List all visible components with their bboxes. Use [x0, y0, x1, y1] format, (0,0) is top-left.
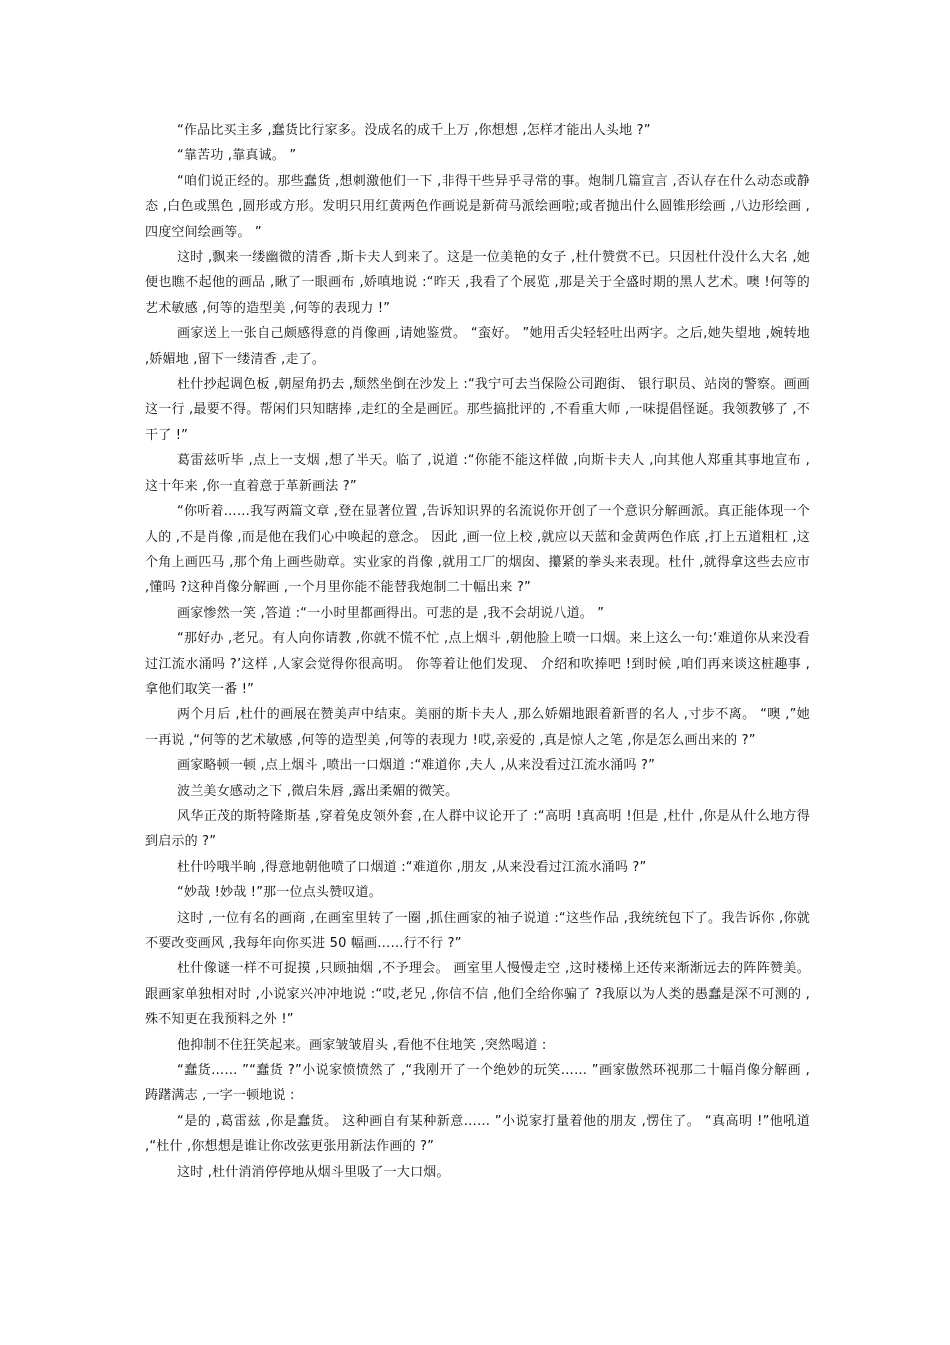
paragraph: “靠苦功 ,靠真诚。 ” — [177, 148, 297, 164]
paragraph: 他抑制不住狂笑起来。画家皱皱眉头 ,看他不住地笑 ,突然喝道 : — [177, 1037, 547, 1053]
paragraph: 画家惨然一笑 ,答道 :“一小时里都画得出。可悲的是 ,我不会胡说八道。 ” — [177, 605, 605, 621]
paragraph: 杜什吟哦半晌 ,得意地朝他喷了口烟道 :“难道你 ,朋友 ,从来没看过江流水涌吗 ?” — [177, 859, 647, 875]
paragraph: 画家略顿一顿 ,点上烟斗 ,喷出一口烟道 :“难道你 ,夫人 ,从来没看过江流水涌吗 ?” — [177, 758, 656, 774]
paragraph: “蠢货…… ”“蠢货 ?”小说家愤愤然了 ,“我刚开了一个绝妙的玩笑…… ”画家傲然环视那二十幅肖像分解画 ,踌躇满志 ,一字一顿地说 : — [145, 1063, 810, 1104]
paragraph: 这时 ,飘来一缕幽微的清香 ,斯卡夫人到来了。这是一位美艳的女子 ,杜什赞赏不已。只因杜什没什么大名 ,她便也瞧不起他的画品 ,瞅了一眼画布 ,娇嗔地说 :“昨天 ,我看了个展览 ,那是关于全盛时期的黑人艺术。噢 !何等的艺术敏感 ,何等的造型美 ,何等的表现力 !” — [145, 250, 810, 316]
paragraph: 这时 ,杜什消消停停地从烟斗里吸了一大口烟。 — [177, 1164, 450, 1180]
paragraph: “你听着……我写两篇文章 ,登在显著位置 ,告诉知识界的名流说你开创了一个意识分解画派。真正能体现一个人的 ,不是肖像 ,而是他在我们心中唤起的意念。 因此 ,画一位上校 ,就应以天蓝和金黄两色作底 ,打上五道粗杠 ,这个角上画匹马 ,那个角上画些勋章。实业家的肖像 ,就用工厂的烟囱、攥紧的拳头来表现。杜什 ,就得拿这些去应市 ,懂吗 ?这种肖像分解画 ,一个月里你能不能替我炮制二十幅出来 ?” — [145, 504, 810, 596]
paragraph: 杜什抄起调色板 ,朝屋角扔去 ,颓然坐倒在沙发上 :“我宁可去当保险公司跑街、 银行职员、站岗的警察。画画这一行 ,最要不得。帮闲们只知瞎捧 ,走红的全是画匠。那些搞批评的 ,不看重大师 ,一味提倡怪诞。我领教够了 ,不干了 !” — [145, 377, 810, 443]
paragraph: “咱们说正经的。那些蠢货 ,想刺激他们一下 ,非得干些异乎寻常的事。炮制几篇宣言 ,否认存在什么动态或静态 ,白色或黑色 ,圆形或方形。发明只用红黄两色作画说是新荷马派绘画啦;或者抛出什么圆锥形绘画 ,八边形绘画 ,四度空间绘画等。 ” — [145, 173, 810, 240]
paragraph: 画家送上一张自己颇感得意的肖像画 ,请她鉴赏。 “蛮好。 ”她用舌尖轻轻吐出两字。之后,她失望地 ,婉转地 ,娇媚地 ,留下一缕清香 ,走了。 — [145, 326, 810, 367]
paragraph: “妙哉 !妙哉 !”那一位点头赞叹道。 — [177, 885, 382, 901]
paragraph: 波兰美女感动之下 ,微启朱唇 ,露出柔媚的微笑。 — [177, 783, 459, 799]
story-text-body — [145, 118, 810, 1185]
paragraph: 风华正茂的斯特隆斯基 ,穿着兔皮领外套 ,在人群中议论开了 :“高明 !真高明 !但是 ,杜什 ,你是从什么地方得到启示的 ?” — [145, 808, 810, 850]
paragraph: “那好办 ,老兄。有人向你请教 ,你就不慌不忙 ,点上烟斗 ,朝他脸上喷一口烟。来上这么一句:‘难道你从来没看过江流水涌吗 ?’这样 ,人家会觉得你很高明。 你等着让他们发现、 介绍和吹捧吧 !到时候 ,咱们再来谈这桩趣事 ,拿他们取笑一番 !” — [145, 631, 810, 697]
paragraph: 杜什像谜一样不可捉摸 ,只顾抽烟 ,不予理会。 画室里人慢慢走空 ,这时楼梯上还传来渐渐远去的阵阵赞美。 跟画家单独相对时 ,小说家兴冲冲地说 :“哎,老兄 ,你信不信 ,他们全给你骗了 ?我原以为人类的愚蠢是深不可测的 ,殊不知更在我预料之外 !” — [145, 961, 810, 1028]
paragraph: 葛雷兹听毕 ,点上一支烟 ,想了半天。临了 ,说道 :“你能不能这样做 ,向斯卡夫人 ,向其他人郑重其事地宣布 ,这十年来 ,你一直着意于革新画法 ?” — [145, 453, 810, 494]
paragraph: “作品比买主多 ,蠢货比行家多。没成名的成千上万 ,你想想 ,怎样才能出人头地 ?” — [177, 123, 651, 138]
paragraph: 两个月后 ,杜什的画展在赞美声中结束。美丽的斯卡夫人 ,那么娇媚地跟着新晋的名人 ,寸步不离。 “噢 ,”她一再说 ,“何等的艺术敏感 ,何等的造型美 ,何等的表现力 !哎,亲爱的 ,真是惊人之笔 ,你是怎么画出来的 ?” — [145, 707, 810, 748]
paragraph: 这时 ,一位有名的画商 ,在画室里转了一圈 ,抓住画家的袖子说道 :“这些作品 ,我统统包下了。我告诉你 ,你就不要改变画风 ,我每年向你买进 50 幅画……行不行 ?” — [145, 910, 810, 951]
paragraph: “是的 ,葛雷兹 ,你是蠢货。 这种画自有某种新意…… ”小说家打量着他的朋友 ,愣住了。 “真高明 !”他吼道 ,“杜什 ,你想想是谁让你改弦更张用新法作画的 ?” — [145, 1113, 810, 1155]
